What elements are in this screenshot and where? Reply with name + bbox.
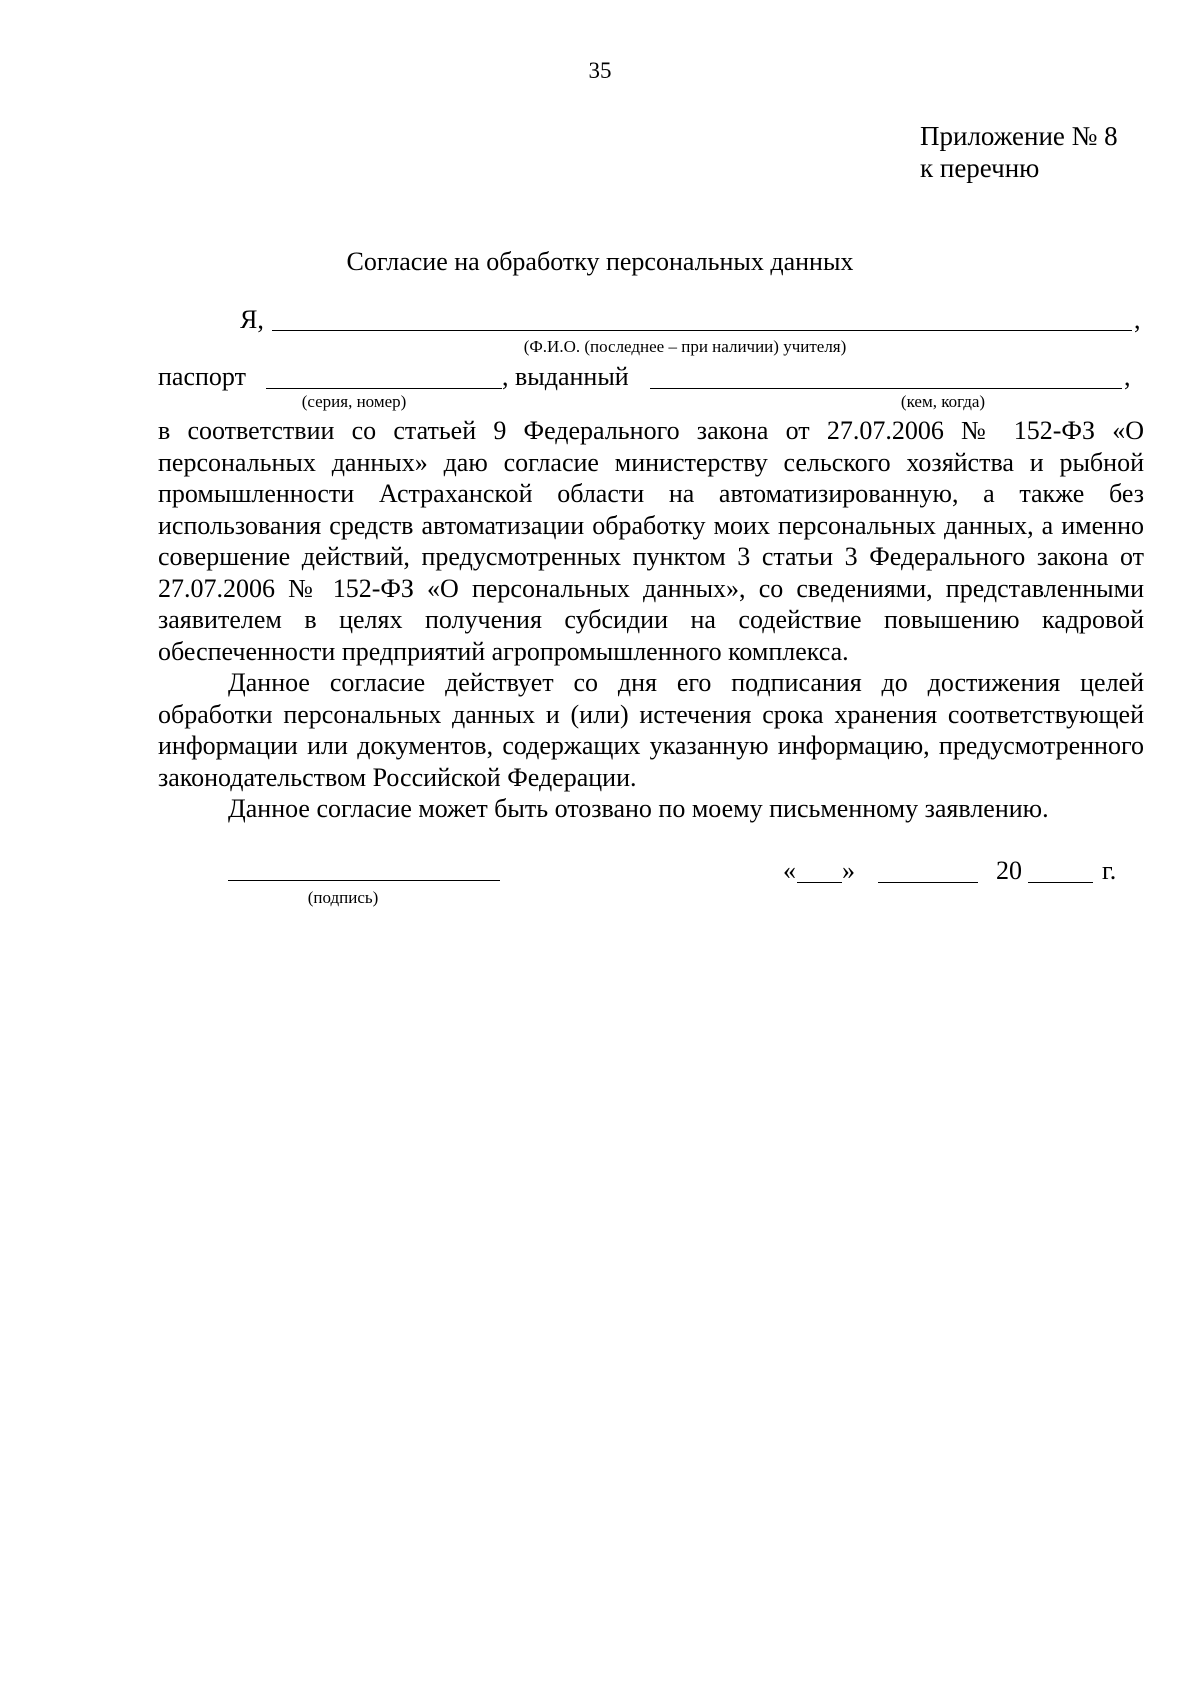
passport-issuer-field[interactable]: [650, 388, 1122, 389]
date-year-suffix: г.: [1102, 856, 1117, 885]
appendix-reference: [920, 120, 1118, 184]
fio-suffix: ,: [1134, 305, 1141, 334]
appendix-line-2: к перечню: [920, 153, 1040, 183]
fio-field[interactable]: [272, 330, 1132, 331]
consent-paragraph-1: в соответствии со статьей 9 Федерального закона от 27.07.2006 № 152-ФЗ «О персональных данных» даю согласие министерству сельского хозяйства и рыбной промышленности Астраханской области на автоматизированную, а также без использования средств автоматизации обработку моих персональных данных, а именно совершение действий, предусмотренных пунктом 3 статьи 3 Федерального закона от 27.07.2006 № 152-ФЗ «О персональных данных», со сведениями, представленными заявителем в целях получения субсидии на содействие повышению кадровой обеспеченности предприятий агропромышленного комплекса.: [158, 416, 1144, 666]
passport-series-field[interactable]: [266, 388, 502, 389]
signature-caption: (подпись): [307, 888, 379, 907]
date-open-quote: «: [783, 856, 796, 885]
fio-prefix: Я,: [240, 305, 264, 334]
fio-caption: (Ф.И.О. (последнее – при наличии) учителя): [523, 337, 847, 356]
appendix-line-1: Приложение № 8: [920, 121, 1118, 151]
date-close-quote: »: [842, 856, 855, 885]
document-title: Согласие на обработку персональных данных: [346, 247, 854, 276]
consent-paragraph-3: Данное согласие может быть отозвано по моему письменному заявлению.: [228, 794, 1049, 823]
date-day-field[interactable]: [797, 882, 842, 883]
passport-label: паспорт: [158, 362, 246, 391]
consent-body: [158, 415, 1144, 825]
consent-paragraph-2: Данное согласие действует со дня его подписания до достижения целей обработки персональных данных и (или) истечения срока хранения соответствующей информации или документов, содержащих указанную информацию, предусмотренного законодательством Российской Федерации.: [158, 668, 1144, 792]
date-year-prefix: 20: [996, 856, 1022, 885]
date-month-field[interactable]: [878, 882, 978, 883]
passport-issuer-caption: (кем, когда): [900, 392, 986, 411]
date-year-field[interactable]: [1028, 882, 1093, 883]
passport-series-caption: (серия, номер): [301, 392, 407, 411]
signature-field[interactable]: [228, 880, 500, 881]
passport-suffix: ,: [1124, 362, 1131, 391]
passport-issued-label: , выданный: [502, 362, 629, 391]
page-number: 35: [588, 58, 612, 83]
